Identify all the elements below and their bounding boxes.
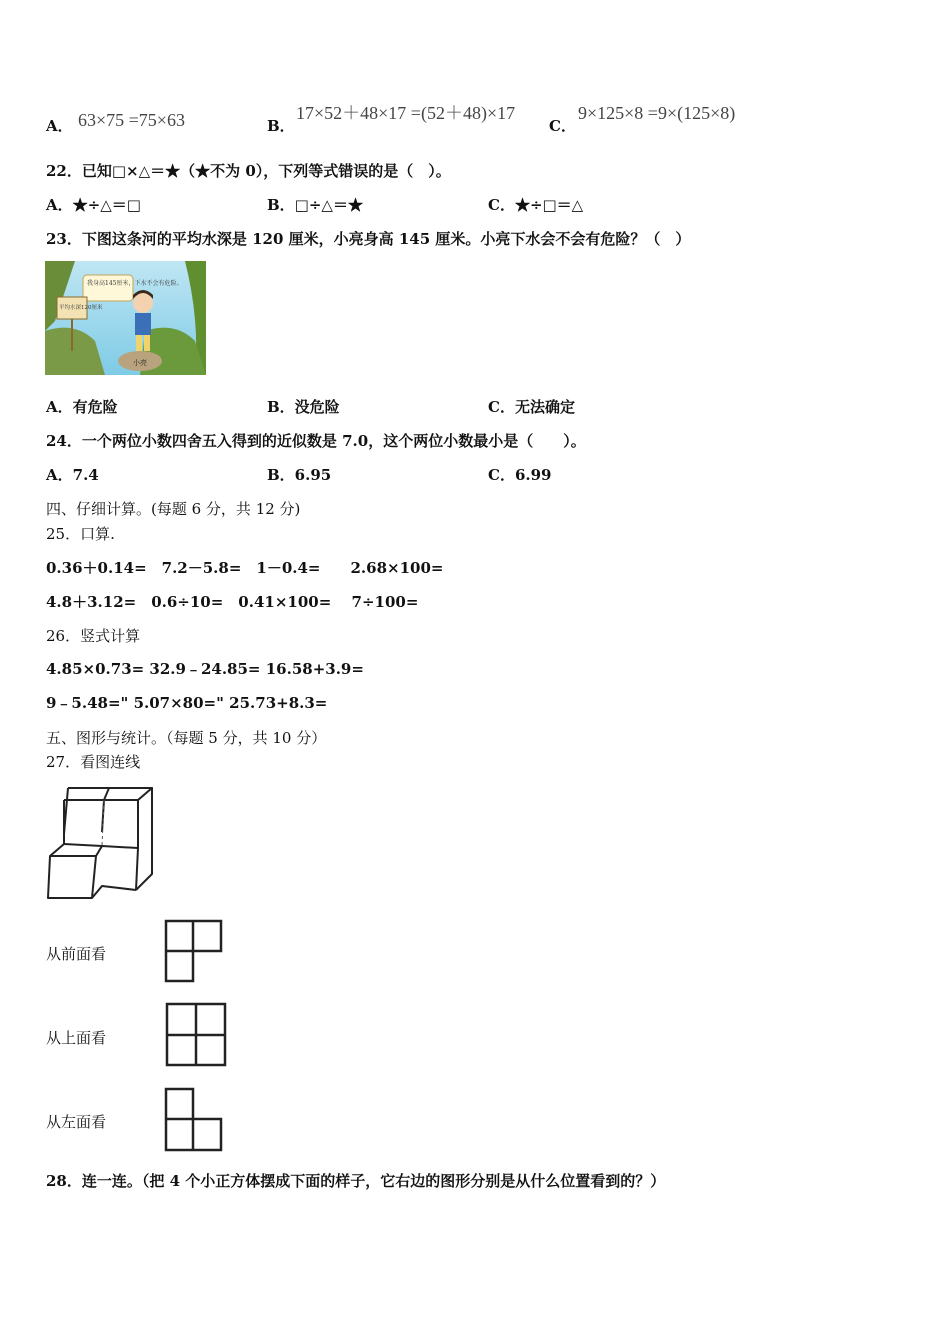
q23-option-b: B．没危险: [267, 398, 340, 416]
q21-option-c-label: C．: [549, 117, 576, 135]
q23-stem: 23．下图这条河的平均水深是 120 厘米，小亮身高 145 厘米。小亮下水会不会有危险？（ ）: [46, 230, 691, 248]
q22-stem: 22．已知□×△＝★（★不为 0），下列等式错误的是（ ）。: [46, 162, 451, 180]
q24-option-b: B．6.95: [267, 466, 332, 484]
q21-option-b-label: B．: [267, 117, 295, 135]
q21-option-a-expr: 63×75 =75×63: [78, 110, 185, 130]
q27-cube-figure: [44, 786, 156, 901]
q22-option-a: A．★÷△＝□: [46, 196, 141, 214]
q21-option-b-expr: 17×52＋48×17 =(52＋48)×17: [296, 103, 516, 123]
section-4-title: 四、仔细计算。(每题 6 分，共 12 分): [46, 500, 301, 518]
q26-row-1: 4.85×0.73= 32.9﹣24.85= 16.58+3.9=: [46, 660, 364, 678]
q27-view-front-label: 从前面看: [46, 945, 107, 963]
q27-stem: 27．看图连线: [46, 753, 141, 771]
q27-top-view-shape[interactable]: [164, 1001, 228, 1069]
q27-view-top-label: 从上面看: [46, 1029, 107, 1047]
q21-option-a-label: A．: [46, 117, 73, 135]
q26-stem: 26．竖式计算: [46, 627, 141, 645]
q27-left-view-shape[interactable]: [163, 1086, 225, 1154]
q23-bubble-text: 我身高145厘米，下水不会有危险。: [87, 280, 183, 287]
q25-row-2: 4.8＋3.12= 0.6÷10= 0.41×100= 7÷100=: [46, 593, 419, 611]
section-5-title: 五、图形与统计。（每题 5 分，共 10 分）: [46, 729, 327, 747]
q24-option-a: A．7.4: [46, 466, 99, 484]
q25-row-1: 0.36＋0.14= 7.2－5.8= 1－0.4= 2.68×100=: [46, 559, 444, 577]
q23-sign-text: 平均水深120厘米: [59, 305, 103, 311]
q25-stem: 25．口算.: [46, 525, 115, 543]
q27-view-left-label: 从左面看: [46, 1113, 107, 1131]
q27-front-view-shape[interactable]: [163, 918, 225, 984]
q21-option-c-expr: 9×125×8 =9×(125×8): [578, 103, 736, 123]
q22-option-b: B．□÷△＝★: [267, 196, 363, 214]
q23-name-label: 小亮: [133, 359, 147, 367]
q22-option-c: C．★÷□＝△: [488, 196, 584, 214]
q23-option-a: A．有危险: [46, 398, 118, 416]
q28-stem: 28．连一连。（把 4 个小正方体摆成下面的样子，它右边的图形分别是从什么位置看到的？）: [46, 1172, 666, 1190]
q24-option-c: C．6.99: [488, 466, 552, 484]
q23-river-illustration: [45, 261, 206, 375]
q23-option-c: C．无法确定: [488, 398, 575, 416]
q26-row-2: 9﹣5.48=" 5.07×80=" 25.73+8.3=: [46, 694, 328, 712]
q24-stem: 24．一个两位小数四舍五入得到的近似数是 7.0，这个两位小数最小是（ ）。: [46, 432, 586, 450]
